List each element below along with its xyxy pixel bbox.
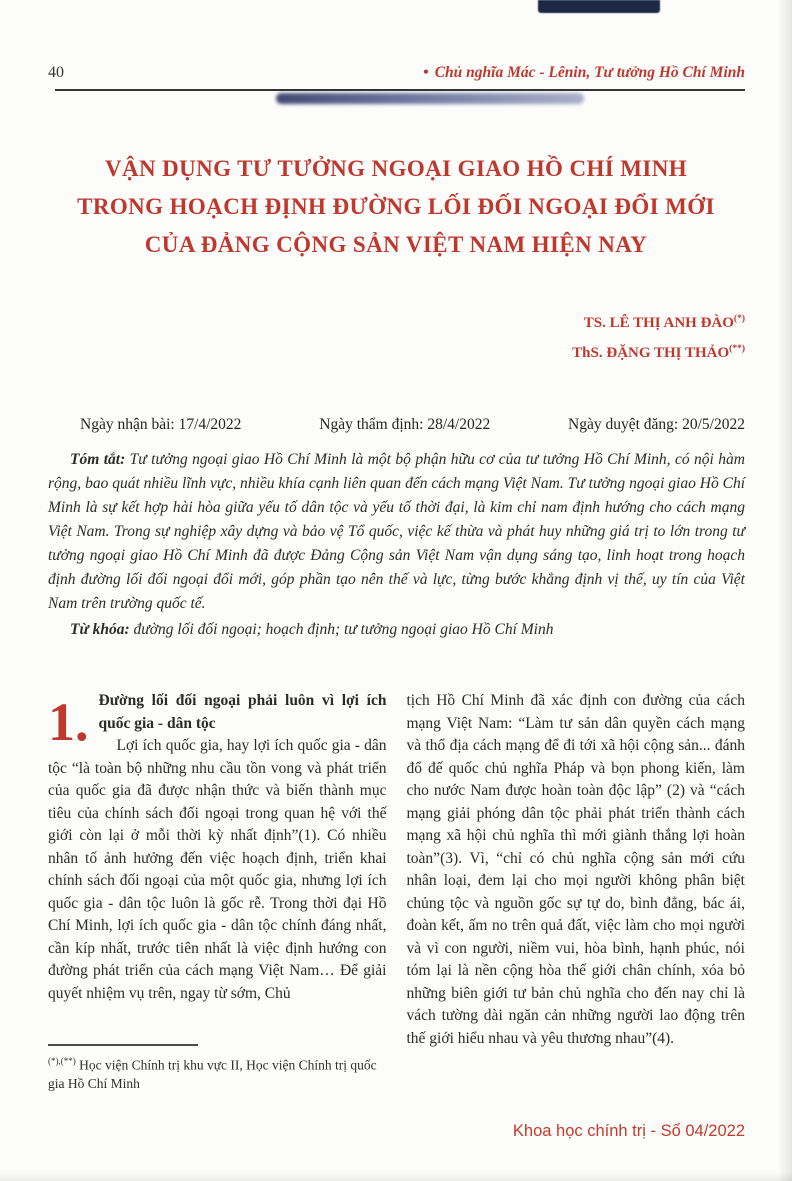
footnote-text-line [48, 1052, 380, 1094]
abstract-paragraph [48, 448, 745, 616]
scan-artifact-top [538, 0, 660, 13]
body-paragraph: Lợi ích quốc gia, hay lợi ích quốc gia - dân tộc “là toàn bộ những nhu cầu tồn vong và phát triển của quốc gia đã được nhận thức và biến thành mục tiêu của chính sách đối ngoại trong quan hệ với thế giới còn lại ở mỗi thời kỳ nhất định”(1). Có nhiều nhân tố ảnh hưởng đến việc hoạch định, triển khai chính sách đối ngoại của một quốc gia, nhưng lợi ích quốc gia - dân tộc luôn là gốc rễ. Trong thời đại Hồ Chí Minh, lợi ích quốc gia - dân tộc chính đáng nhất, cần kíp nhất, trước tiên nhất là việc định hướng con đường phát triển của cách mạng Việt Nam… Để giải quyết nhiệm vụ trên, ngay từ sớm, Chủ [48, 737, 387, 1002]
footnote-rule [48, 1044, 198, 1046]
scan-edge-bottom [0, 1172, 792, 1181]
title-line: TRONG HOẠCH ĐỊNH ĐƯỜNG LỐI ĐỐI NGOẠI ĐỔI MỚI [77, 194, 715, 219]
bullet-icon: • [423, 64, 429, 81]
author-text: TS. LÊ THỊ ANH ĐÀO [583, 315, 734, 331]
journal-footer: Khoa học chính trị - Số 04/2022 [512, 1122, 745, 1140]
abstract-block [48, 448, 745, 642]
keywords-text: đường lối đối ngoại; hoạch định; tư tưởng ngoại giao Hồ Chí Minh [133, 621, 554, 638]
title-line: VẬN DỤNG TƯ TƯỞNG NGOẠI GIAO HỒ CHÍ MINH [104, 156, 688, 181]
footnote-text: Học viện Chính trị khu vực II, Học viện Chính trị quốc gia Hồ Chí Minh [48, 1057, 377, 1091]
footnote [48, 1044, 380, 1093]
date-approved: Ngày duyệt đăng: 20/5/2022 [568, 416, 745, 433]
authors-block [572, 306, 745, 366]
journal-section-label: Chủ nghĩa Mác - Lênin, Tư tưởng Hồ Chí Minh [434, 64, 745, 81]
author-text: ThS. ĐẶNG THỊ THẢO [572, 345, 730, 361]
date-received: Ngày nhận bài: 17/4/2022 [80, 416, 242, 433]
abstract-text: Tư tưởng ngoại giao Hồ Chí Minh là một bộ phận hữu cơ của tư tưởng Hồ Chí Minh, có nội hàm rộng, bao quát nhiều lĩnh vực, nhiều khía cạnh liên quan đến cách mạng Việt Nam. Tư tưởng ngoại giao Hồ Chí Minh là sự kết hợp hài hòa giữa yếu tố dân tộc và yếu tố thời đại, là kim chỉ nam định hướng cho cách mạng Việt Nam. Trong sự nghiệp xây dựng và bảo vệ Tổ quốc, việc kế thừa và phát huy những giá trị to lớn trong tư tưởng ngoại giao Hồ Chí Minh đã được Đảng Cộng sản Việt Nam vận dụng sáng tạo, linh hoạt trong hoạch định đường lối đối ngoại đổi mới, góp phần tạo nên thế và lực, từng bước khẳng định vị thế, uy tín của Việt Nam trên trường quốc tế. [48, 451, 745, 612]
keywords-line [48, 618, 745, 642]
date-reviewed: Ngày thẩm định: 28/4/2022 [319, 416, 491, 433]
scan-edge-right [778, 0, 792, 1181]
title-line: CỦA ĐẢNG CỘNG SẢN VIỆT NAM HIỆN NAY [144, 232, 648, 257]
footnote-marker: (*),(**) [48, 1055, 76, 1066]
header-rule [55, 89, 745, 91]
section-heading: Đường lối đối ngoại phải luôn vì lợi ích quốc gia - dân tộc [98, 692, 387, 732]
journal-section-title [423, 64, 745, 82]
article-body [48, 690, 745, 1050]
author-name [572, 306, 745, 336]
abstract-label: Tóm tắt: [70, 451, 126, 468]
author-marker: (**) [729, 344, 745, 354]
page-header [48, 64, 745, 82]
author-name [572, 336, 745, 366]
left-column [48, 690, 387, 1050]
body-paragraph: tịch Hồ Chí Minh đã xác định con đường của cách mạng Việt Nam: “Làm tư sản dân quyền cách mạng và thổ địa cách mạng để đi tới xã hội cộng sản... đánh đổ đế quốc chủ nghĩa Pháp và bọn phong kiến, làm cho nước Nam được hoàn toàn độc lập” (2) và “cách mạng giải phóng dân tộc phải phát triển thành cách mạng xã hội chủ nghĩa thì mới giành thắng lợi hoàn toàn”(3). Vì, “chỉ có chủ nghĩa cộng sản mới cứu nhân loại, đem lại cho mọi người không phân biệt chủng tộc và nguồn gốc sự tự do, bình đẳng, bác ái, đoàn kết, ấm no trên quả đất, việc làm cho mọi người và vì con người, niềm vui, hòa bình, hạnh phúc, nói tóm lại là nền cộng hòa thế giới chân chính, xóa bỏ những biên giới tư bản chủ nghĩa cho đến nay chỉ là vách tường dài ngăn cản những người lao động trên thế giới hiểu nhau và yêu thương nhau”(4). [406, 692, 745, 1047]
article-title [30, 150, 762, 264]
scan-artifact-bar [276, 93, 584, 104]
keywords-label: Từ khóa: [70, 621, 130, 638]
section-number: 1. [48, 692, 89, 752]
page-number: 40 [48, 64, 64, 81]
right-column [407, 690, 746, 1050]
dates-row [80, 416, 745, 434]
author-marker: (*) [733, 314, 745, 324]
